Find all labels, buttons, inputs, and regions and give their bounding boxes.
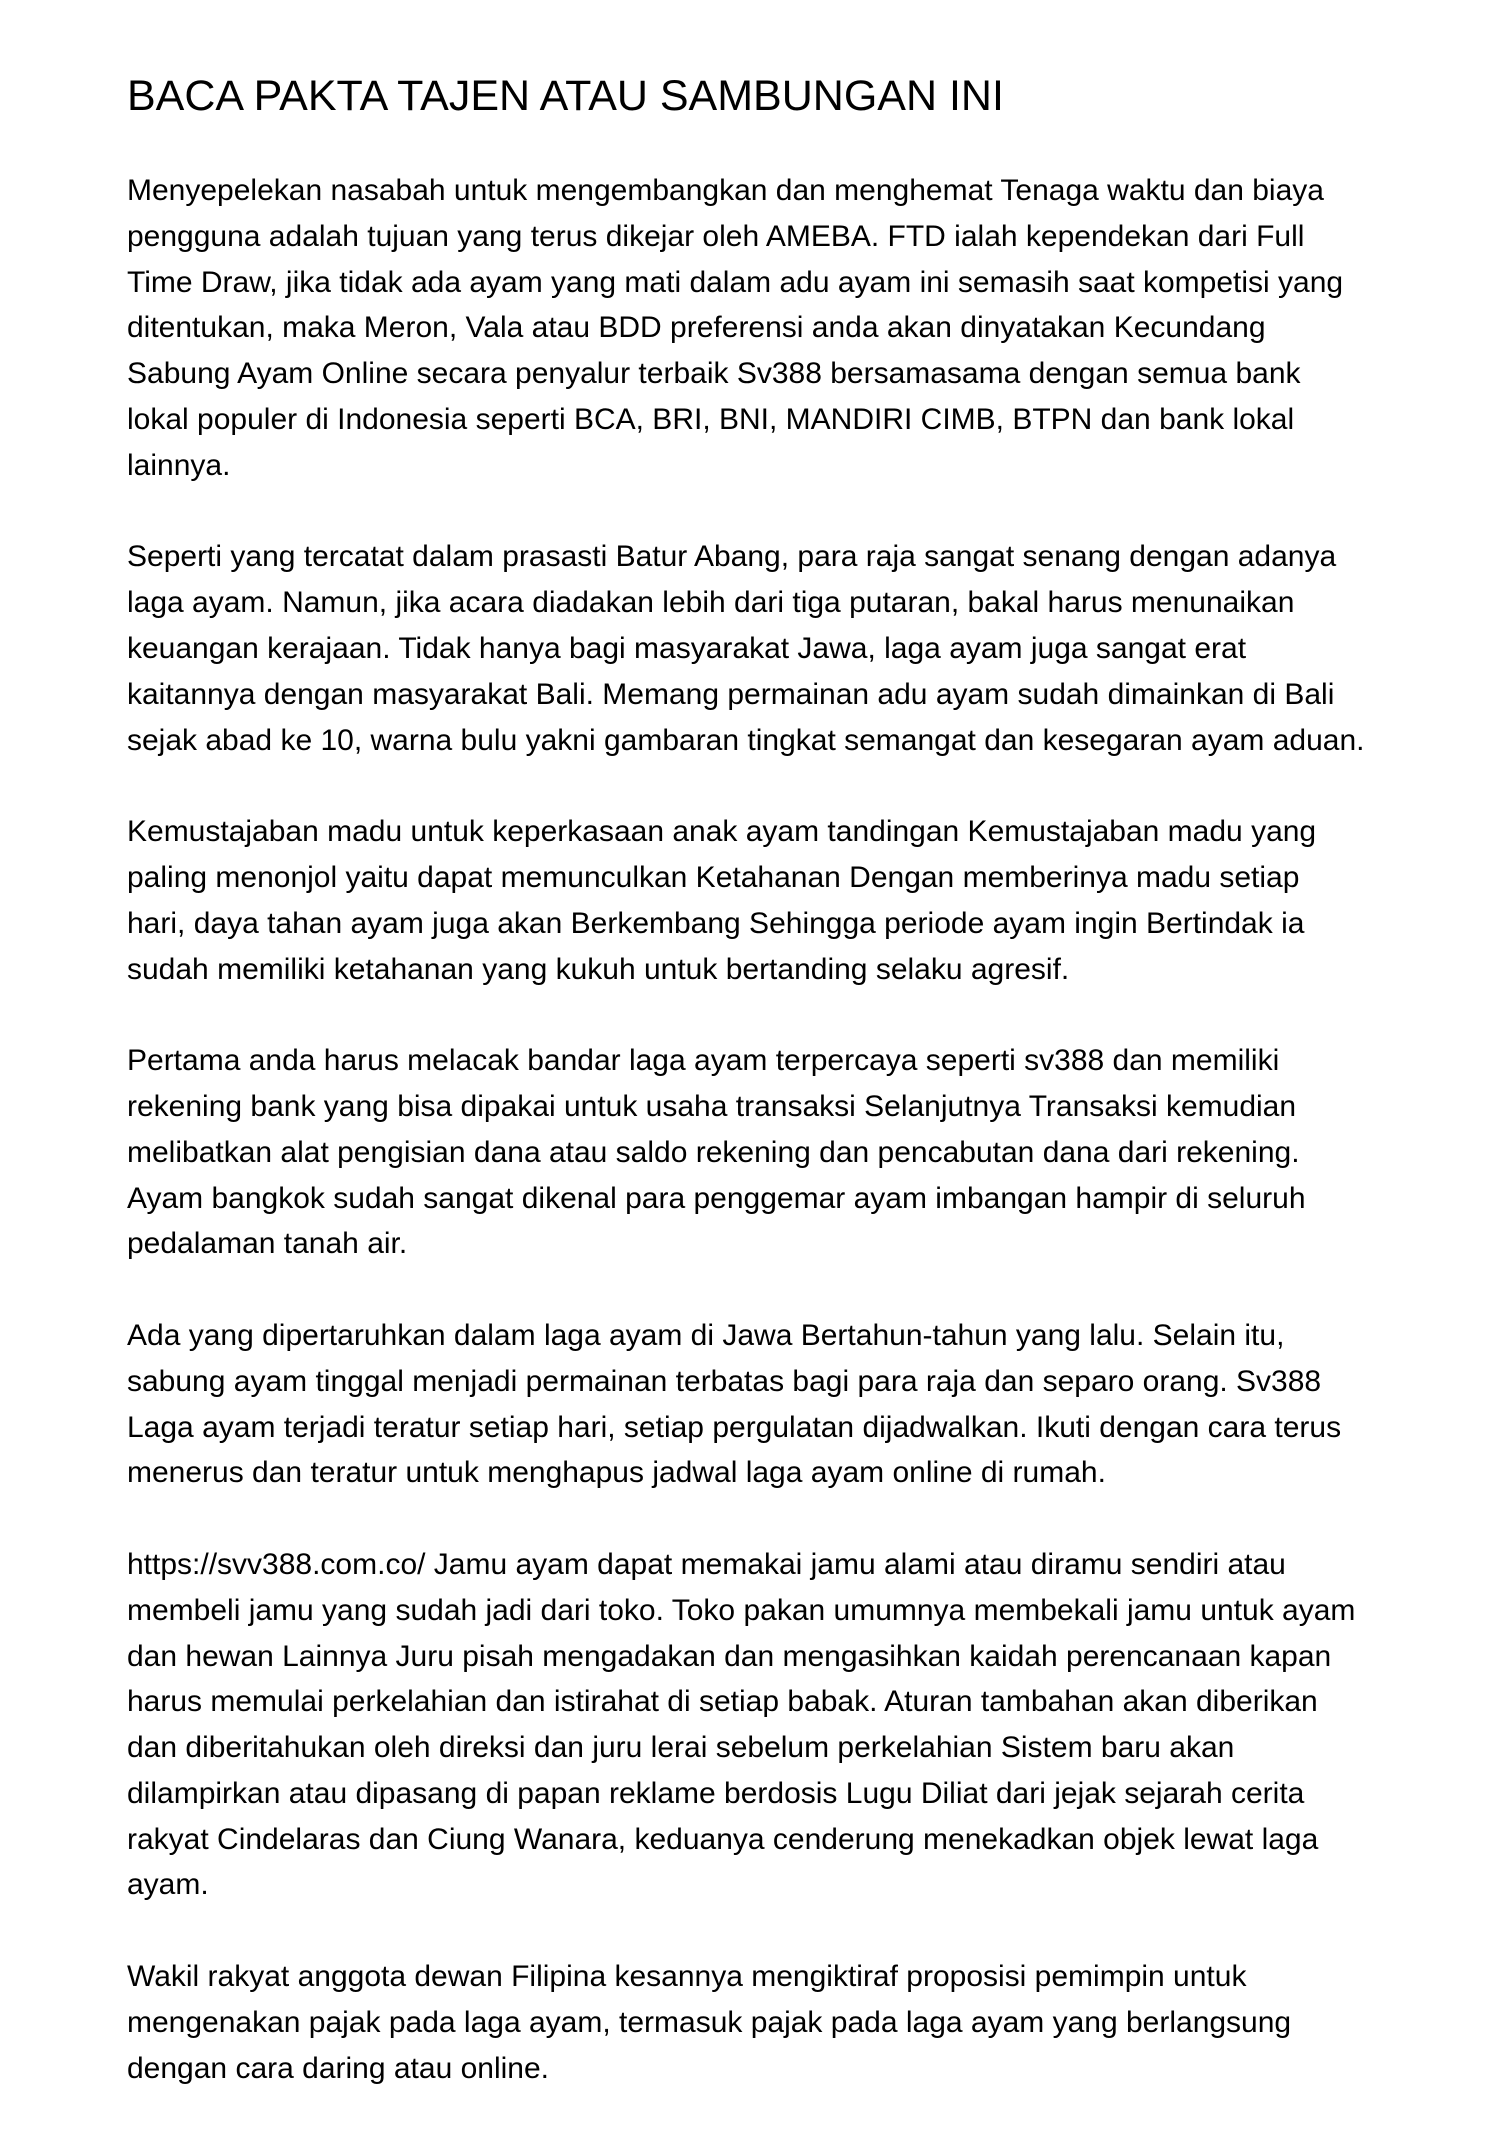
text-line: keuangan kerajaan. Tidak hanya bagi masyarakat Jawa, laga ayam juga sangat erat <box>127 631 1247 665</box>
text-line: dan hewan Lainnya Juru pisah mengadakan dan mengasihkan kaidah perencanaan kapan <box>127 1639 1332 1673</box>
text-line: sabung ayam tinggal menjadi permainan terbatas bagi para raja dan separo orang. Sv388 <box>127 1364 1322 1398</box>
paragraph <box>127 1954 1427 2091</box>
text-line: Sabung Ayam Online secara penyalur terbaik Sv388 bersamasama dengan semua bank <box>127 357 1301 391</box>
article-body <box>127 168 1427 2137</box>
text-line: Menyepelekan nasabah untuk mengembangkan dan menghemat Tenaga waktu dan biaya <box>127 174 1324 207</box>
text-line: pedalaman tanah air. <box>127 1227 408 1261</box>
text-line: membeli jamu yang sudah jadi dari toko. Toko pakan umumnya membekali jamu untuk ayam <box>127 1593 1356 1627</box>
page-title: BACA PAKTA TAJEN ATAU SAMBUNGAN INI <box>127 72 1004 120</box>
text-line: Seperti yang tercatat dalam prasasti Batur Abang, para raja sangat senang dengan adanya <box>127 540 1337 574</box>
text-line: paling menonjol yaitu dapat memunculkan Ketahanan Dengan memberinya madu setiap <box>127 860 1300 894</box>
text-line: https://svv388.com.co/ Jamu ayam dapat memakai jamu alami atau diramu sendiri atau <box>127 1547 1286 1581</box>
text-line: mengenakan pajak pada laga ayam, termasuk pajak pada laga ayam yang berlangsung <box>127 2005 1292 2039</box>
text-line: sudah memiliki ketahanan yang kukuh untuk bertanding selaku agresif. <box>127 952 1070 986</box>
text-line: pengguna adalah tujuan yang terus dikejar oleh AMEBA. FTD ialah kependekan dari Full <box>127 219 1305 253</box>
text-line: dan diberitahukan oleh direksi dan juru lerai sebelum perkelahian Sistem baru akan <box>127 1731 1235 1765</box>
text-line: ditentukan, maka Meron, Vala atau BDD preferensi anda akan dinyatakan Kecundang <box>127 311 1266 345</box>
text-line: laga ayam. Namun, jika acara diadakan lebih dari tiga putaran, bakal harus menunaikan <box>127 586 1295 620</box>
text-line: hari, daya tahan ayam juga akan Berkembang Sehingga periode ayam ingin Bertindak ia <box>127 906 1305 940</box>
text-line: sejak abad ke 10, warna bulu yakni gambaran tingkat semangat dan kesegaran ayam aduan. <box>127 723 1365 757</box>
text-line: Wakil rakyat anggota dewan Filipina kesannya mengiktiraf proposisi pemimpin untuk <box>127 1960 1247 1994</box>
text-line: rekening bank yang bisa dipakai untuk usaha transaksi Selanjutnya Transaksi kemudian <box>127 1089 1297 1123</box>
text-line: Time Draw, jika tidak ada ayam yang mati dalam adu ayam ini semasih saat kompetisi yang <box>127 265 1344 299</box>
paragraph <box>127 168 1427 489</box>
text-line: Ada yang dipertaruhkan dalam laga ayam di Jawa Bertahun-tahun yang lalu. Selain itu, <box>127 1318 1285 1352</box>
text-line: lokal populer di Indonesia seperti BCA, BRI, BNI, MANDIRI CIMB, BTPN dan bank lokal <box>127 402 1295 436</box>
text-line: lainnya. <box>127 448 231 482</box>
paragraph <box>127 809 1427 992</box>
text-line: dengan cara daring atau online. <box>127 2051 549 2085</box>
text-line: Kemustajaban madu untuk keperkasaan anak ayam tandingan Kemustajaban madu yang <box>127 815 1317 849</box>
paragraph <box>127 1038 1427 1267</box>
paragraph <box>127 1313 1427 1496</box>
text-line: dilampirkan atau dipasang di papan reklame berdosis Lugu Diliat dari jejak sejarah cerita <box>127 1776 1305 1810</box>
text-line: menerus dan teratur untuk menghapus jadwal laga ayam online di rumah. <box>127 1456 1106 1490</box>
text-line: rakyat Cindelaras dan Ciung Wanara, keduanya cenderung menekadkan objek lewat laga <box>127 1822 1319 1856</box>
text-line: melibatkan alat pengisian dana atau saldo rekening dan pencabutan dana dari rekening. <box>127 1135 1300 1169</box>
text-line: kaitannya dengan masyarakat Bali. Memang permainan adu ayam sudah dimainkan di Bali <box>127 677 1335 711</box>
text-line: Pertama anda harus melacak bandar laga ayam terpercaya seperti sv388 dan memiliki <box>127 1044 1280 1078</box>
paragraph <box>127 1542 1427 1908</box>
text-line: harus memulai perkelahian dan istirahat di setiap babak. Aturan tambahan akan diberikan <box>127 1685 1318 1719</box>
text-line: Ayam bangkok sudah sangat dikenal para penggemar ayam imbangan hampir di seluruh <box>127 1181 1306 1215</box>
paragraph <box>127 534 1427 763</box>
text-line: ayam. <box>127 1868 209 1902</box>
text-line: Laga ayam terjadi teratur setiap hari, setiap pergulatan dijadwalkan. Ikuti dengan cara terus <box>127 1410 1342 1444</box>
